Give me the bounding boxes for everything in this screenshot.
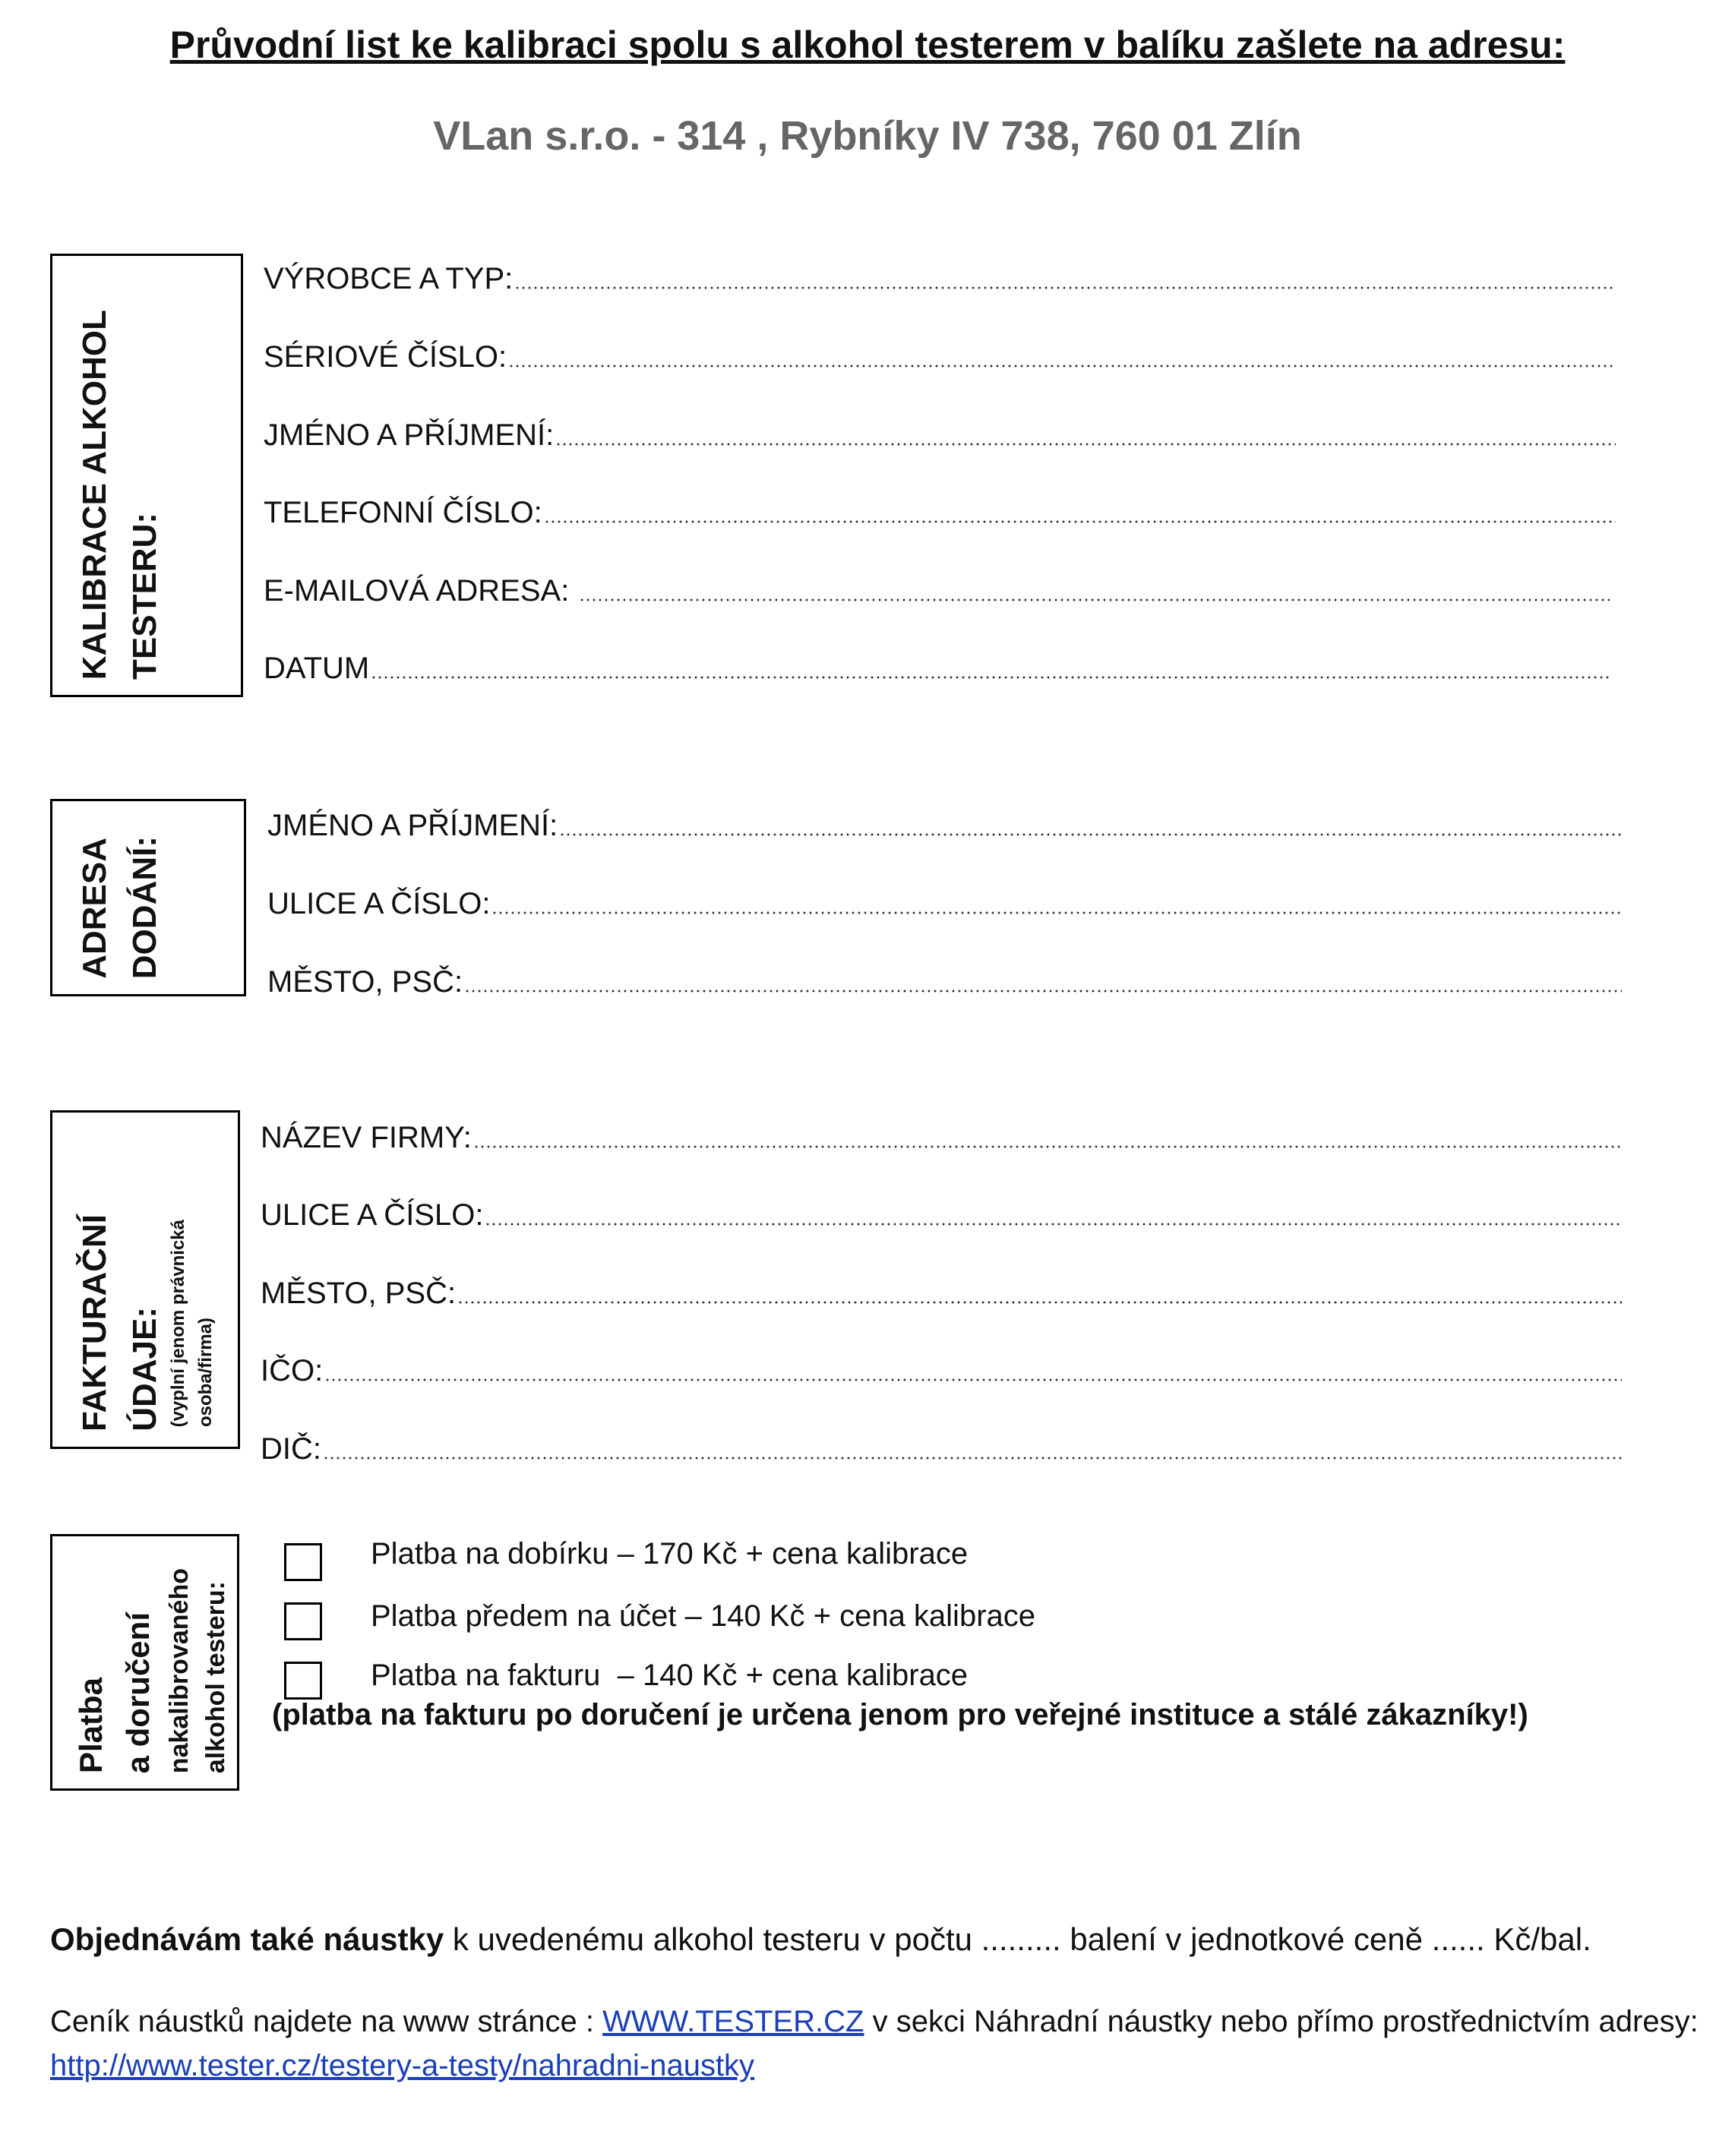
checkbox-faktura[interactable]: [284, 1662, 322, 1700]
order-text: k uvedenému alkohol testeru v počtu ......... balení v jednotkové ceně ...... Kč/bal.: [444, 1921, 1591, 1957]
fakturace-sublabel-line1: (vyplní jenom právnická: [168, 1219, 188, 1427]
field-email[interactable]: [264, 560, 1610, 608]
field-label: JMÉNO A PŘÍJMENÍ:: [267, 809, 558, 842]
field-label: MĚSTO, PSČ:: [267, 965, 463, 999]
adresa-label-line2: DODÁNÍ:: [126, 835, 163, 979]
footer-pricelist: [50, 2005, 1699, 2039]
platba-label-line4: alkohol testeru:: [201, 1580, 230, 1773]
checkbox-predem[interactable]: [284, 1602, 322, 1640]
payment-note: (platba na fakturu po doručení je určena jenom pro veřejné instituce a stálé zákazníky!): [272, 1698, 1528, 1731]
footer-text-before: Ceník náustků najdete na www stránce :: [50, 2005, 603, 2038]
mouthpieces-url-link[interactable]: http://www.tester.cz/testery-a-testy/nahradni-naustky: [50, 2049, 755, 2082]
kalibrace-label-box: [50, 254, 243, 697]
field-label: NÁZEV FIRMY:: [261, 1121, 472, 1154]
field-label: DATUM: [264, 652, 370, 685]
field-label: SÉRIOVÉ ČÍSLO:: [264, 340, 507, 374]
platba-label-line1: Platba: [73, 1677, 109, 1773]
option-dobirka-label: Platba na dobírku – 170 Kč + cena kalibrace: [371, 1537, 969, 1570]
adresa-label-line1: ADRESA: [76, 838, 113, 979]
fakturace-label-box: [50, 1110, 240, 1449]
fakturace-label-line2: ÚDAJE:: [126, 1307, 163, 1432]
field-dodani-jmeno[interactable]: [267, 794, 1622, 843]
field-fakturace-ulice[interactable]: [261, 1184, 1622, 1233]
field-telefonni-cislo[interactable]: [264, 481, 1616, 530]
field-label: JMÉNO A PŘÍJMENÍ:: [264, 418, 555, 452]
page-title: Průvodní list ke kalibraci spolu s alkohol testerem v balíku zašlete na adresu:: [169, 24, 1566, 66]
footer-link-line: [50, 2049, 754, 2083]
field-dodani-mesto[interactable]: [267, 951, 1622, 999]
checkbox-dobirka[interactable]: [284, 1543, 322, 1581]
field-ico[interactable]: [261, 1340, 1622, 1388]
field-label: IČO:: [261, 1354, 324, 1387]
order-bold: Objednávám také náustky: [50, 1921, 444, 1957]
option-faktura-label: Platba na fakturu – 140 Kč + cena kalibrace: [371, 1659, 969, 1692]
field-seriove-cislo[interactable]: [264, 326, 1613, 374]
kalibrace-label-line2: TESTERU:: [126, 513, 163, 680]
field-jmeno-prijmeni[interactable]: [264, 404, 1616, 453]
order-mouthpieces-line: [50, 1921, 1591, 1958]
field-datum[interactable]: [264, 637, 1611, 686]
footer-text-after: v sekci Náhradní náustky nebo přímo prostřednictvím adresy:: [864, 2005, 1699, 2038]
field-label: ULICE A ČÍSLO:: [261, 1198, 484, 1232]
field-dodani-ulice[interactable]: [267, 873, 1622, 921]
field-fakturace-mesto[interactable]: [261, 1262, 1622, 1311]
option-predem-label: Platba předem na účet – 140 Kč + cena kalibrace: [371, 1599, 1035, 1633]
fakturace-sublabel-line2: osoba/firma): [195, 1317, 216, 1427]
fakturace-label-line1: FAKTURAČNÍ: [76, 1214, 113, 1432]
tester-website-link[interactable]: WWW.TESTER.CZ: [602, 2005, 864, 2038]
kalibrace-label-line1: KALIBRACE ALKOHOL: [76, 309, 113, 680]
field-label: DIČ:: [261, 1432, 321, 1466]
field-label: ULICE A ČÍSLO:: [267, 887, 491, 920]
field-nazev-firmy[interactable]: [261, 1106, 1620, 1155]
field-label: VÝROBCE A TYP:: [264, 262, 514, 295]
field-label: TELEFONNÍ ČÍSLO:: [264, 496, 542, 529]
field-dic[interactable]: [261, 1418, 1622, 1466]
platba-label-line3: nakalibrovaného: [165, 1567, 194, 1773]
adresa-label-box: [50, 799, 246, 996]
shipping-address: VLan s.r.o. - 314 , Rybníky IV 738, 760 01 Zlín: [433, 113, 1302, 159]
platba-label-box: [50, 1534, 239, 1791]
field-label: MĚSTO, PSČ:: [261, 1277, 457, 1310]
field-label: E-MAILOVÁ ADRESA:: [264, 574, 578, 608]
platba-label-line2: a doručení: [120, 1611, 156, 1773]
field-vyrobce-typ[interactable]: [264, 248, 1616, 296]
